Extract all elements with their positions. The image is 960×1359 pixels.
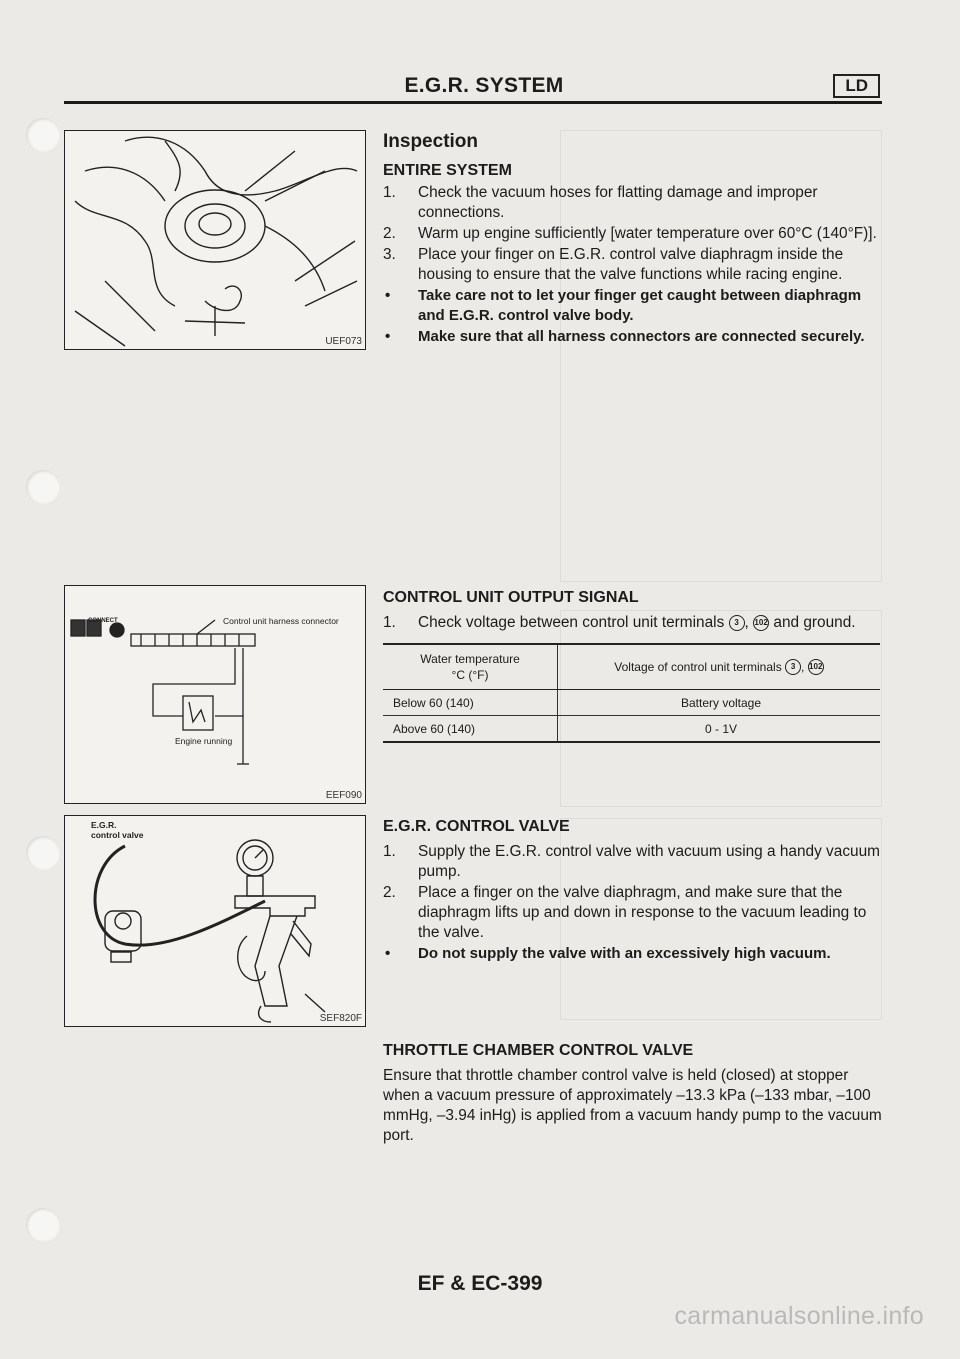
inspection-title: Inspection	[383, 131, 479, 152]
figure-code: SEF820F	[319, 1013, 362, 1024]
binder-hole	[26, 836, 60, 870]
inspection-step: 1. Check the vacuum hoses for flatting damage and improper connections.	[383, 184, 818, 221]
table-header-voltage: Voltage of control unit terminals 3 , 102	[558, 644, 881, 690]
section-title: E.G.R. SYSTEM	[404, 74, 564, 97]
binder-hole	[26, 1208, 60, 1242]
harness-label: Control unit harness connector	[223, 616, 339, 626]
figure-code: UEF073	[325, 336, 362, 347]
inspection-steps	[383, 183, 883, 347]
egr-control-valve-section	[383, 818, 883, 964]
throttle-title: THROTTLE CHAMBER CONTROL VALVE	[383, 1042, 694, 1059]
control-unit-section	[383, 589, 883, 743]
engine-running-label: Engine running	[175, 736, 233, 746]
bullet-icon: •	[385, 287, 391, 304]
binder-hole	[26, 118, 60, 152]
pump-illustration	[65, 816, 365, 1026]
egr-valve-title: E.G.R. CONTROL VALVE	[383, 818, 570, 835]
figure-egr-valve-engine	[64, 130, 366, 350]
caution-note: • Make sure that all harness connectors are connected securely.	[385, 328, 865, 345]
control-unit-title: CONTROL UNIT OUTPUT SIGNAL	[383, 589, 639, 606]
inspection-step: 2. Warm up engine sufficiently [water temperature over 60°C (140°F)].	[383, 225, 877, 242]
caution-note: • Do not supply the valve with an excessively high vacuum.	[385, 945, 831, 962]
inspection-step: 3. Place your finger on E.G.R. control valve diaphragm inside the housing to ensure that the valve functions while racing engine.	[383, 246, 844, 283]
figure-code: EEF090	[325, 790, 362, 801]
throttle-chamber-section	[383, 1042, 883, 1146]
inspection-section	[383, 131, 883, 347]
page-header	[64, 66, 882, 104]
header-rule	[64, 101, 882, 104]
terminal-102-badge: 102	[753, 615, 769, 631]
connect-label: CONNECT	[88, 618, 118, 624]
figure-control-unit-connector	[64, 585, 366, 804]
table-header-row	[383, 644, 880, 690]
figure-vacuum-pump	[64, 815, 366, 1027]
caution-note: • Take care not to let your finger get caught between diaphragm and E.G.R. control valve body.	[385, 287, 862, 324]
bullet-icon: •	[385, 945, 391, 962]
valve-label-line1: E.G.R.	[91, 820, 117, 830]
binder-hole	[26, 470, 60, 504]
terminal-3-badge: 3	[729, 615, 745, 631]
engine-illustration	[65, 131, 365, 349]
egr-valve-step: 1. Supply the E.G.R. control valve with vacuum using a handy vacuum pump.	[383, 843, 880, 880]
bullet-icon: •	[385, 328, 391, 345]
output-signal-table	[383, 643, 880, 743]
egr-valve-step: 2. Place a finger on the valve diaphragm, and make sure that the diaphragm lifts up and down in response to the vacuum leading to the valve.	[383, 884, 867, 941]
entire-system-subtitle: ENTIRE SYSTEM	[383, 162, 512, 179]
page-number: EF & EC-399	[417, 1272, 543, 1295]
throttle-text: Ensure that throttle chamber control valve is held (closed) at stopper when a vacuum pressure of approximately –13.3 kPa (–133 mbar, –100 mmHg, –3.94 inHg) is applied from a vacuum handy pump to the vacuum port.	[383, 1067, 882, 1144]
valve-label-line2: control valve	[91, 830, 144, 840]
control-unit-step: 1. Check voltage between control unit terminals 3 , 102 and ground.	[383, 614, 856, 631]
table-header-temperature: Water temperature °C (°F)	[383, 644, 558, 690]
table-row: Below 60 (140) Battery voltage	[383, 690, 880, 716]
engine-tag: LD	[833, 74, 880, 98]
table-row: Above 60 (140) 0 - 1V	[383, 716, 880, 743]
watermark: carmanualsonline.info	[674, 1302, 924, 1330]
